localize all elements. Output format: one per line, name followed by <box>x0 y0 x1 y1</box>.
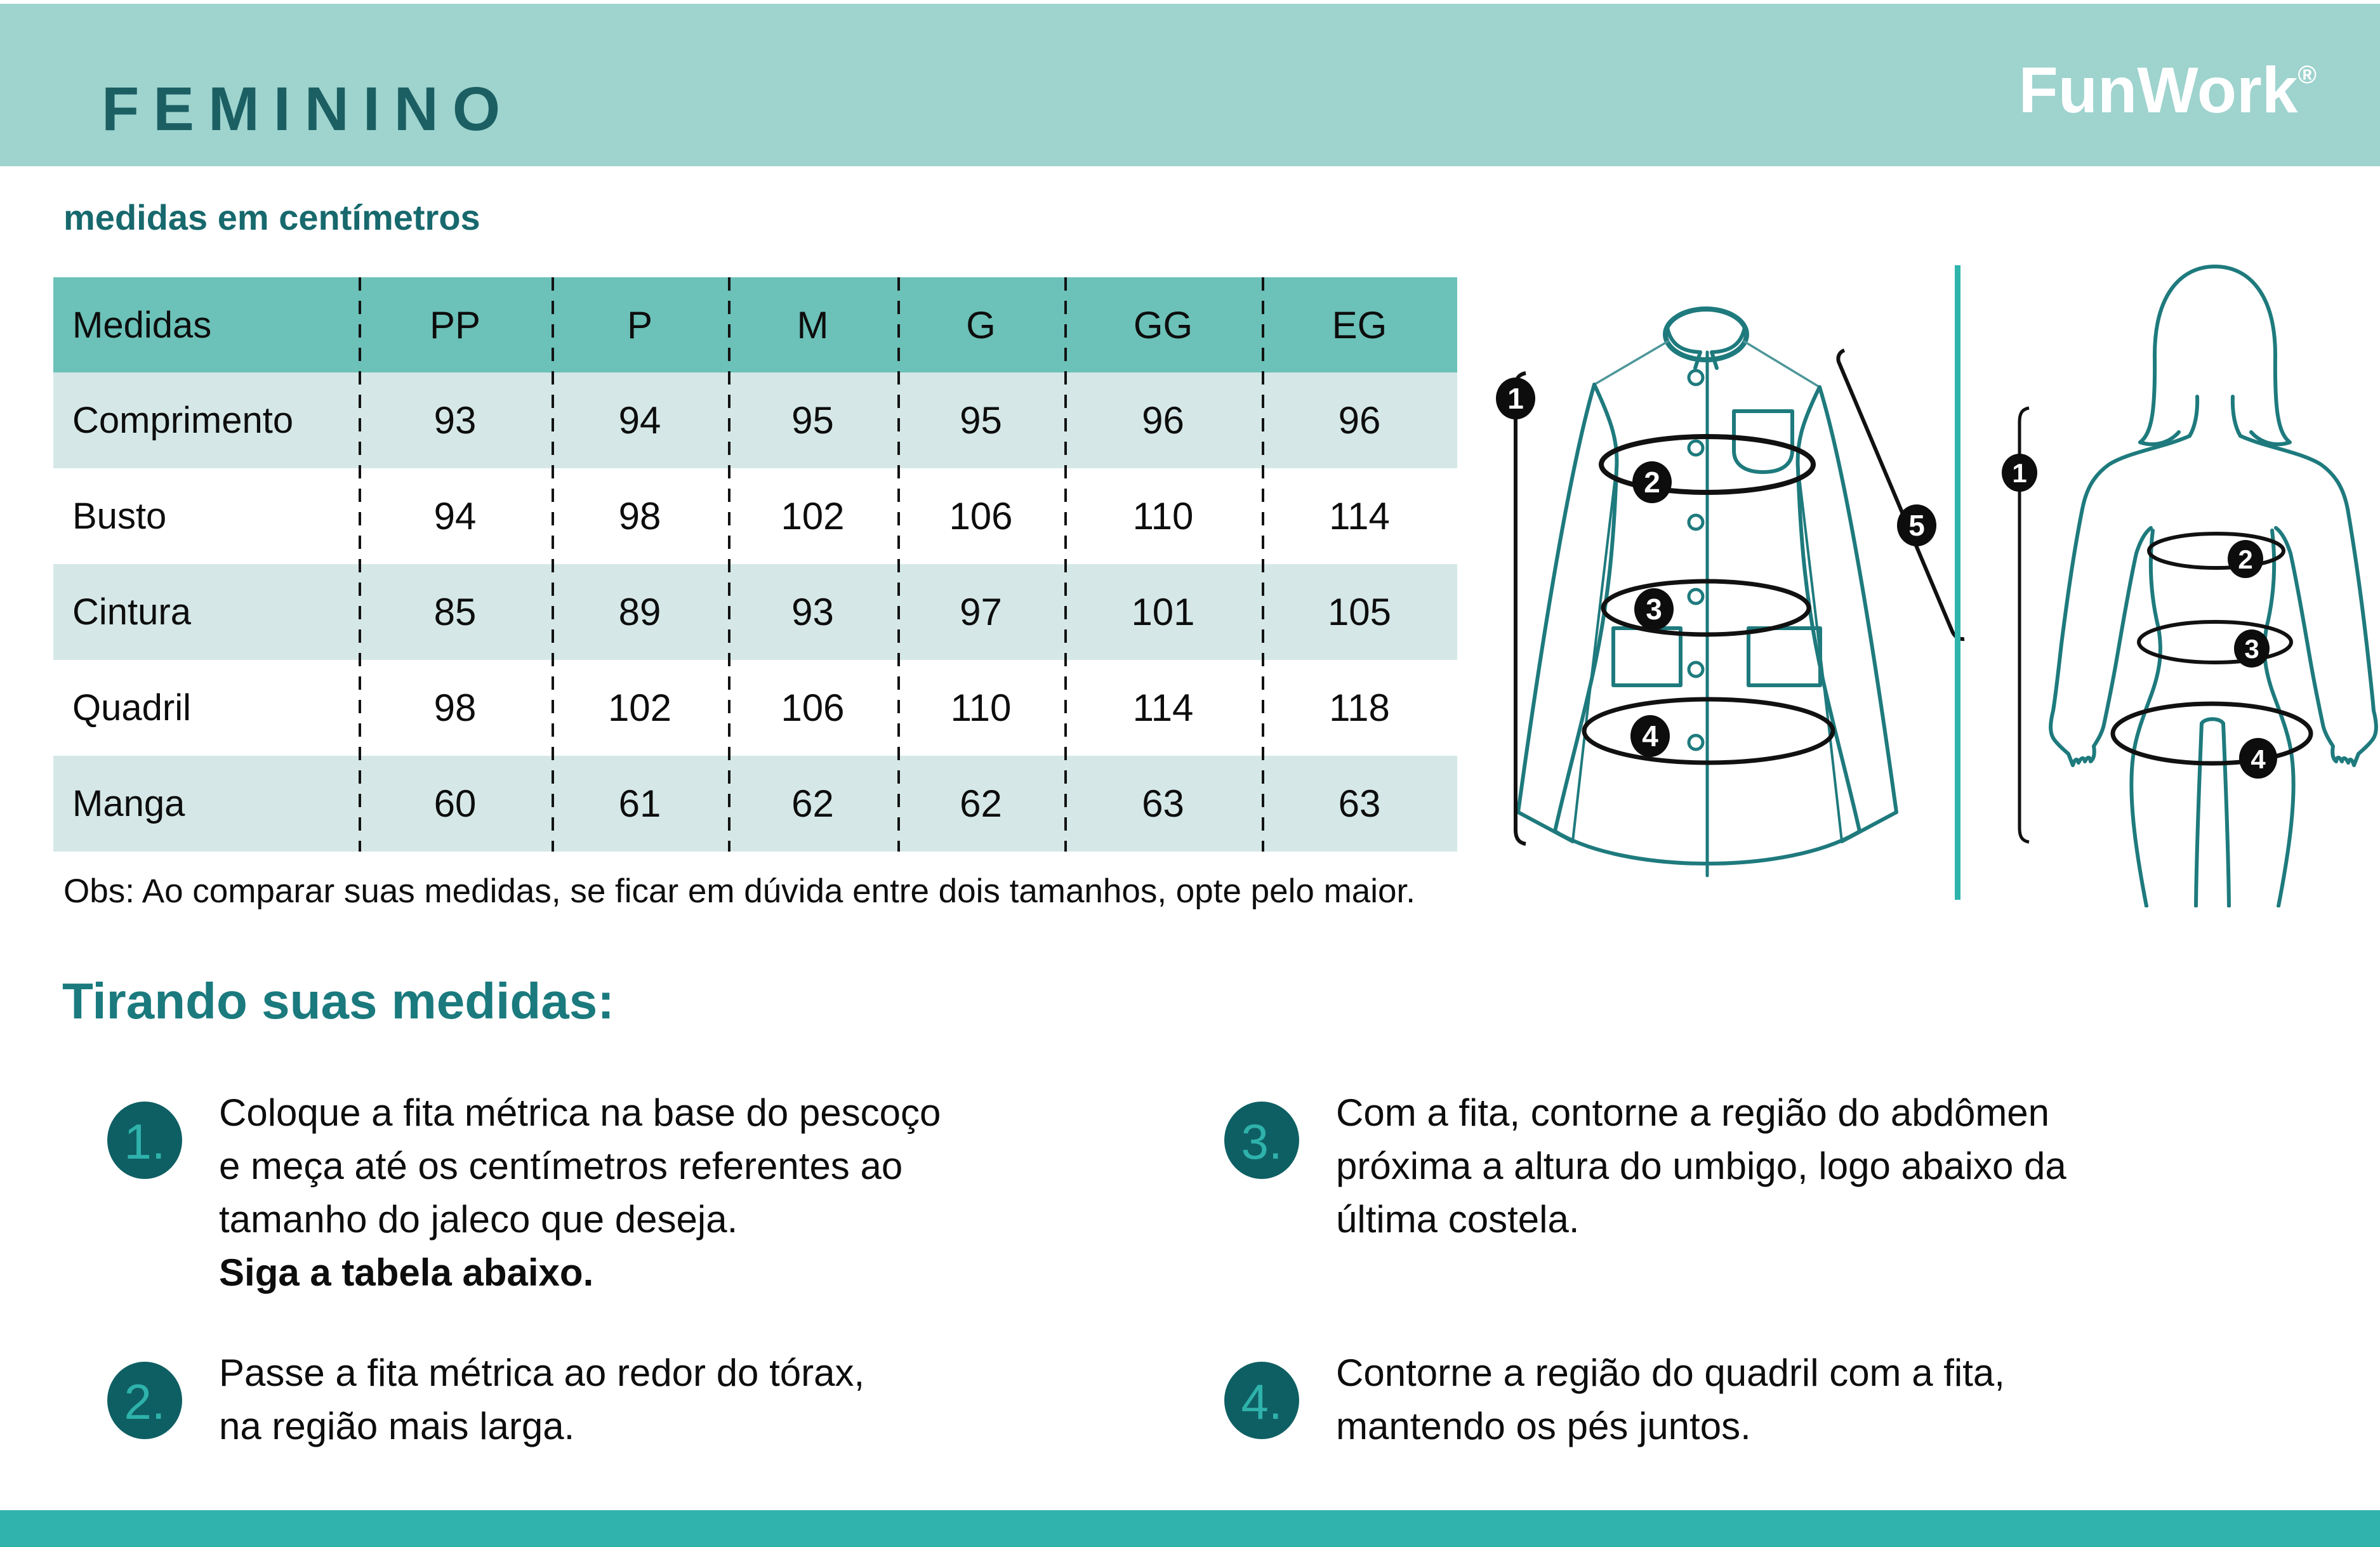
table-value: 63 <box>1142 782 1184 825</box>
table-value: 106 <box>949 495 1013 537</box>
column-header: EG <box>1332 303 1387 346</box>
table-value: 94 <box>433 495 477 537</box>
body-diagram <box>1993 254 2380 907</box>
step-line: tamanho do jaleco que deseja. <box>219 1198 738 1241</box>
body-outline <box>2051 267 2376 906</box>
step-text <box>219 1086 941 1300</box>
table-value: 98 <box>433 687 477 729</box>
table-value: 85 <box>433 591 477 633</box>
step-line: mantendo os pés juntos. <box>1336 1405 1751 1447</box>
table-value: 118 <box>1329 687 1390 729</box>
marker-badge-1 <box>2002 454 2037 492</box>
column-divider <box>1064 277 1067 852</box>
step-line-bold: Siga a tabela abaixo. <box>219 1251 594 1294</box>
step-line: última costela. <box>1336 1198 1580 1241</box>
column-divider <box>728 277 731 852</box>
step-line: próxima a altura do umbigo, logo abaixo da <box>1336 1145 2066 1187</box>
step-line: na região mais larga. <box>219 1405 575 1447</box>
svg-text:2: 2 <box>2238 544 2253 574</box>
units-subtitle: medidas em centímetros <box>63 197 480 237</box>
table-header-row <box>53 277 1457 372</box>
table-value: 96 <box>1338 399 1381 442</box>
table-value: 102 <box>607 687 672 729</box>
row-label: Quadril <box>72 687 191 728</box>
table-value: 97 <box>960 591 1002 633</box>
step-number-badge <box>107 1102 182 1179</box>
marker-badge-3 <box>2234 629 2270 668</box>
coat-outline <box>1518 309 1896 876</box>
coat-diagram <box>1479 273 1967 888</box>
step-number: 4. <box>1241 1374 1283 1430</box>
table-value: 96 <box>1142 399 1184 442</box>
column-header: PP <box>429 303 481 346</box>
svg-text:3: 3 <box>1646 593 1662 626</box>
svg-text:5: 5 <box>1908 509 1925 542</box>
table-note: Obs: Ao comparar suas medidas, se ficar em dúvida entre dois tamanhos, opte pelo maior. <box>63 872 1415 910</box>
svg-text:4: 4 <box>2251 744 2266 774</box>
table-value: 93 <box>791 591 834 633</box>
table-value: 101 <box>1131 591 1195 633</box>
table-value: 110 <box>1132 495 1194 537</box>
marker-badge-5 <box>1897 504 1936 546</box>
column-header: P <box>626 303 653 346</box>
step-number-badge <box>107 1362 182 1439</box>
svg-text:3: 3 <box>2244 634 2259 664</box>
column-divider <box>552 277 554 852</box>
table-row <box>53 660 1457 756</box>
step-number-badge <box>1224 1102 1299 1179</box>
table-value: 110 <box>950 687 1012 729</box>
column-divider <box>1262 277 1264 852</box>
svg-text:1: 1 <box>2012 458 2027 488</box>
table-row <box>53 564 1457 660</box>
marker-badge-2 <box>2228 540 2263 578</box>
marker-badge-1 <box>1496 378 1535 419</box>
table-value: 61 <box>618 782 661 825</box>
page-title: FEMININO <box>102 74 515 143</box>
svg-text:4: 4 <box>1642 720 1658 753</box>
svg-text:2: 2 <box>1644 466 1660 499</box>
table-value: 114 <box>1329 495 1390 537</box>
column-divider <box>897 277 900 852</box>
marker-badge-4 <box>1630 715 1670 757</box>
footer-bar <box>0 1510 2380 1547</box>
table-value: 63 <box>1338 782 1381 825</box>
row-label: Manga <box>72 783 185 824</box>
row-label: Comprimento <box>72 400 294 441</box>
step-line: Coloque a fita métrica na base do pescoço <box>219 1091 941 1134</box>
step-line: Com a fita, contorne a região do abdômen <box>1336 1091 2050 1134</box>
table-value: 62 <box>791 782 834 825</box>
step-line: Contorne a região do quadril com a fita, <box>1336 1352 2005 1394</box>
step-text <box>219 1346 864 1453</box>
diagram-divider <box>1955 265 1960 900</box>
row-label: Cintura <box>72 591 191 633</box>
step-text <box>1336 1346 2005 1453</box>
table-value: 93 <box>433 399 477 442</box>
brand-logo <box>2018 53 2317 128</box>
step-line: Passe a fita métrica ao redor do tórax, <box>219 1352 865 1394</box>
table-value: 60 <box>433 782 477 825</box>
table-row <box>53 372 1457 468</box>
column-divider <box>359 277 361 852</box>
registered-mark: ® <box>2297 61 2317 89</box>
table-value: 102 <box>781 495 845 537</box>
size-table <box>53 277 1457 852</box>
howto-heading: Tirando suas medidas: <box>62 973 614 1029</box>
column-header: Medidas <box>72 304 212 346</box>
step-number: 3. <box>1241 1114 1283 1169</box>
marker-badge-3 <box>1634 588 1674 630</box>
table-value: 114 <box>1132 687 1194 729</box>
brand-logo-text: FunWork <box>2018 54 2298 126</box>
table-row <box>53 756 1457 852</box>
step-line: e meça até os centímetros referentes ao <box>219 1145 903 1187</box>
table-value: 106 <box>781 687 845 729</box>
row-label: Busto <box>72 496 167 537</box>
marker-badge-2 <box>1632 461 1672 503</box>
table-row <box>53 468 1457 564</box>
table-value: 105 <box>1327 591 1392 633</box>
svg-text:1: 1 <box>1507 382 1524 415</box>
column-header: M <box>797 303 829 346</box>
step-number: 1. <box>124 1114 166 1169</box>
table-value: 94 <box>618 399 661 442</box>
column-header: G <box>966 303 996 346</box>
step-number-badge <box>1224 1362 1299 1439</box>
marker-badge-4 <box>2239 738 2277 779</box>
table-value: 95 <box>791 399 834 442</box>
table-value: 62 <box>960 782 1002 825</box>
column-header: GG <box>1133 303 1193 346</box>
table-value: 95 <box>960 399 1002 442</box>
table-value: 89 <box>618 591 661 633</box>
step-number: 2. <box>124 1374 166 1430</box>
table-value: 98 <box>618 495 661 537</box>
step-text <box>1336 1086 2066 1246</box>
